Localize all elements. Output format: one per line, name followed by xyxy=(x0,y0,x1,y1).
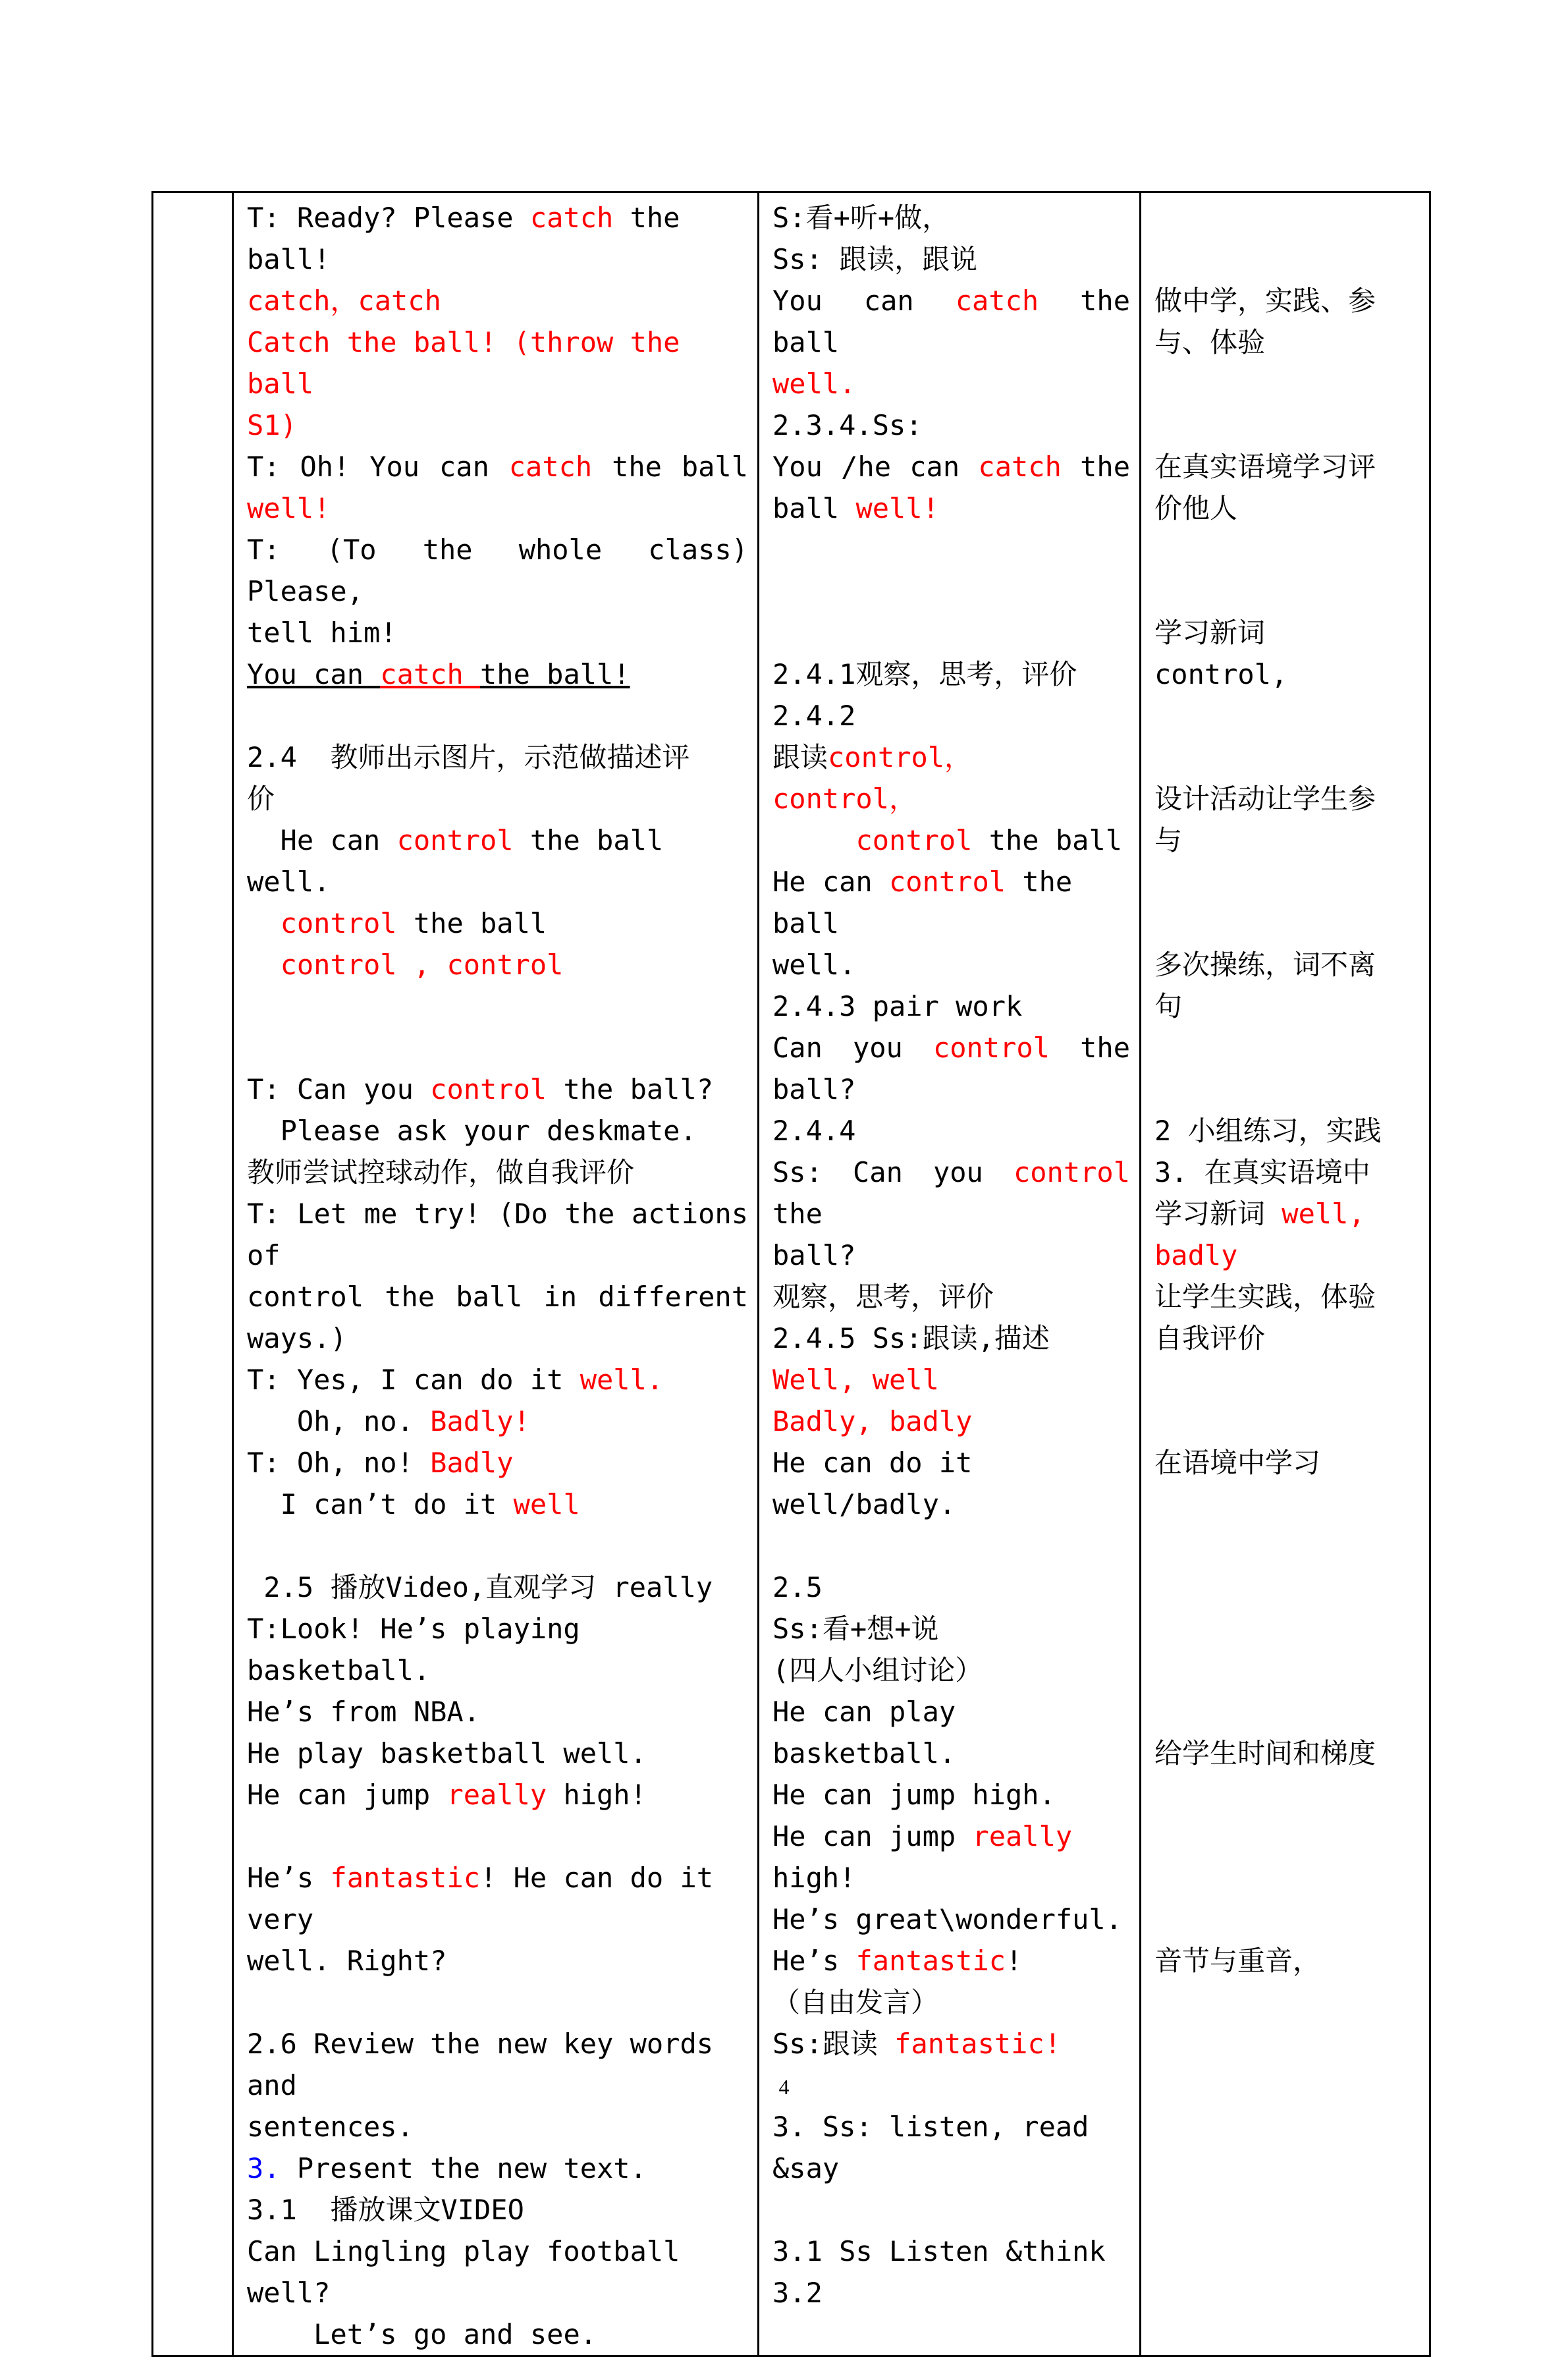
teacher-line xyxy=(247,404,748,446)
teacher-line xyxy=(247,2106,748,2148)
teacher-activity-text xyxy=(247,197,765,2355)
purpose-line xyxy=(1154,529,1420,570)
students-text-run: S:看+听+做， xyxy=(772,202,950,234)
purpose-text-run: 学习新词 xyxy=(1154,1198,1282,1230)
teacher-line xyxy=(247,1816,748,1857)
purpose-text-run: 设计活动让学生参 xyxy=(1154,783,1376,815)
teacher-line xyxy=(247,985,748,1027)
teacher-text-run: 3. xyxy=(247,2152,281,2184)
teacher-text-run: T: Ready? Please xyxy=(247,202,530,234)
teacher-line xyxy=(247,902,748,944)
students-text-run: He’s xyxy=(772,1945,856,1977)
purpose-line xyxy=(1154,363,1420,404)
design-purpose-text xyxy=(1154,197,1420,2023)
teacher-text-run: Catch the ball! (throw the ball xyxy=(247,326,697,400)
students-line xyxy=(772,944,1130,985)
teacher-text-run xyxy=(247,949,281,981)
students-text-run: Ss: Can you xyxy=(772,1156,1014,1188)
purpose-text-run: 音节与重音， xyxy=(1154,1945,1321,1977)
teacher-line xyxy=(247,1151,748,1193)
students-text-run: control xyxy=(1013,1156,1130,1188)
students-text-run: the xyxy=(1050,1032,1130,1064)
purpose-text-run: 做中学，实践、参 xyxy=(1154,285,1376,317)
teacher-text-run: 2.4 教师出示图片，示范做描述评 xyxy=(247,741,690,773)
teacher-text-run: T: Yes, I can do it xyxy=(247,1364,580,1396)
students-text-run: fantastic! xyxy=(894,2028,1062,2060)
students-text-run: He can do it well/badly. xyxy=(772,1447,989,1520)
teacher-text-run: 2.6 Review the new key words and xyxy=(247,2028,730,2101)
teacher-line xyxy=(247,446,748,487)
students-text-run: 2.4.4 xyxy=(772,1115,856,1147)
purpose-line xyxy=(1154,1525,1420,1567)
students-line xyxy=(772,1234,1130,1276)
teacher-text-run: ways.) xyxy=(247,1322,347,1354)
teacher-text-run: the ball well. xyxy=(247,824,680,898)
students-text-run: control xyxy=(933,1032,1050,1064)
students-text-run: Badly, badly xyxy=(772,1405,973,1437)
teacher-line xyxy=(247,1027,748,1068)
purpose-line xyxy=(1154,197,1420,238)
purpose-line xyxy=(1154,1276,1420,1317)
students-line xyxy=(772,1567,1130,1608)
purpose-text-run: 2 小组练习，实践 xyxy=(1154,1115,1382,1147)
students-text-run: ! xyxy=(1006,1945,1023,1977)
teacher-line xyxy=(247,197,748,280)
students-text-run: ball? xyxy=(772,1073,856,1105)
students-line xyxy=(772,2272,1130,2314)
students-line xyxy=(772,1691,1130,1774)
teacher-text-run: Please ask your deskmate. xyxy=(247,1115,697,1147)
purpose-text-run: 自我评价 xyxy=(1154,1322,1266,1354)
teacher-text-run: T:Look! He’s playing basketball. xyxy=(247,1613,597,1686)
purpose-line xyxy=(1154,985,1420,1027)
students-text-run: the xyxy=(772,1156,1147,1230)
students-text-run: 2.4.2 xyxy=(772,700,856,732)
teacher-line xyxy=(247,1359,748,1400)
students-line xyxy=(772,570,1130,612)
students-line xyxy=(772,2023,1130,2065)
teacher-line xyxy=(247,1317,748,1359)
students-text-run: Ss:看+想+说 xyxy=(772,1613,939,1645)
students-text-run: 观察，思考，评价 xyxy=(772,1281,994,1313)
purpose-line xyxy=(1154,1940,1420,1982)
purpose-line xyxy=(1154,238,1420,280)
students-text-run: the xyxy=(1061,451,1130,483)
teacher-text-run: control xyxy=(430,1073,547,1105)
teacher-line xyxy=(247,1774,748,1816)
teacher-text-run: Can Lingling play football well? xyxy=(247,2235,697,2309)
teacher-line xyxy=(247,1400,748,1442)
teacher-text-run: T: Oh! You can xyxy=(247,451,509,483)
students-line xyxy=(772,778,1130,819)
students-line xyxy=(772,446,1130,487)
students-line xyxy=(772,819,1130,861)
students-text-run: 2.4.5 Ss:跟读,描述 xyxy=(772,1322,1050,1354)
students-line xyxy=(772,2106,1130,2189)
teacher-line xyxy=(247,612,748,653)
students-line xyxy=(772,1027,1130,1068)
teacher-text-run: He can xyxy=(247,824,397,856)
students-line xyxy=(772,1400,1130,1442)
students-line xyxy=(772,736,1130,778)
purpose-text-run: 与、体验 xyxy=(1154,326,1266,358)
students-text-run: Well, well xyxy=(772,1364,939,1396)
students-line xyxy=(772,1650,1130,1691)
students-text-run: Can you xyxy=(772,1032,933,1064)
purpose-line xyxy=(1154,944,1420,985)
teacher-text-run: 2.5 播放Video,直观学习 really xyxy=(247,1571,713,1603)
purpose-text-run: badly xyxy=(1154,1239,1238,1271)
students-line xyxy=(772,1359,1130,1400)
purpose-line xyxy=(1154,1650,1420,1691)
teacher-line xyxy=(247,1110,748,1151)
students-line xyxy=(772,404,1130,446)
purpose-text-run: 给学生时间和梯度 xyxy=(1154,1737,1376,1769)
purpose-line xyxy=(1154,280,1420,321)
teacher-text-run: well! xyxy=(247,492,331,524)
teacher-line xyxy=(247,695,748,736)
purpose-line xyxy=(1154,1484,1420,1525)
students-text-run: really xyxy=(972,1820,1073,1852)
teacher-text-run: Oh, no. xyxy=(247,1405,431,1437)
students-line xyxy=(772,1442,1130,1525)
students-text-run: control， xyxy=(828,741,973,773)
students-text-run: high! xyxy=(772,1820,1089,1894)
students-line xyxy=(772,1525,1130,1567)
teacher-text-run: Present the new text. xyxy=(280,2152,647,2184)
purpose-line xyxy=(1154,1857,1420,1899)
teacher-text-run: He play basketball well. xyxy=(247,1737,647,1769)
students-text-run: the ball xyxy=(972,824,1123,856)
students-text-run: 3.1 Ss Listen &think xyxy=(772,2235,1106,2267)
students-text-run: 2.5 xyxy=(772,1571,823,1603)
teacher-line xyxy=(247,1068,748,1110)
teacher-text-run: high! xyxy=(547,1779,647,1811)
teacher-text-run: I can’t do it xyxy=(247,1488,514,1520)
students-text-run: fantastic xyxy=(855,1945,1006,1977)
students-text-run: catch xyxy=(978,451,1062,483)
purpose-line xyxy=(1154,1400,1420,1442)
teacher-text-run: the ball xyxy=(396,907,547,939)
teacher-line xyxy=(247,778,748,819)
students-line xyxy=(772,1774,1130,1816)
students-text-run: He can jump xyxy=(772,1820,973,1852)
students-text-run: You can xyxy=(772,285,956,317)
purpose-line xyxy=(1154,1193,1420,1234)
teacher-text-run: the ball! xyxy=(480,658,630,690)
teacher-text-run: 3.1 播放课文VIDEO xyxy=(247,2194,524,2226)
students-text-run: He can jump high. xyxy=(772,1779,1056,1811)
students-text-run: You /he can xyxy=(772,451,979,483)
purpose-text-run: 与 xyxy=(1154,824,1183,856)
purpose-line xyxy=(1154,1899,1420,1940)
purpose-line xyxy=(1154,778,1420,819)
students-text-run: 3. Ss: listen, read &say xyxy=(772,2111,1106,2184)
students-line xyxy=(772,529,1130,570)
teacher-text-run: He can jump xyxy=(247,1779,447,1811)
teacher-line xyxy=(247,736,748,778)
teacher-text-run: Badly xyxy=(430,1447,514,1479)
purpose-line xyxy=(1154,1442,1420,1484)
purpose-line xyxy=(1154,1317,1420,1359)
students-line xyxy=(772,695,1130,736)
purpose-line xyxy=(1154,653,1420,695)
students-line xyxy=(772,197,1130,238)
teacher-line xyxy=(247,819,748,902)
teacher-line xyxy=(247,487,748,529)
teacher-text-run: sentences. xyxy=(247,2111,414,2143)
purpose-line xyxy=(1154,1982,1420,2023)
purpose-line xyxy=(1154,612,1420,653)
students-text-run: （自由发言） xyxy=(772,1986,939,2018)
purpose-text-run: well, xyxy=(1282,1198,1365,1230)
teacher-line xyxy=(247,1484,748,1525)
teacher-text-run: control xyxy=(396,824,514,856)
teacher-text-run: really xyxy=(446,1779,547,1811)
teacher-text-run: the ball xyxy=(592,451,749,483)
teacher-text-run: catch xyxy=(508,451,593,483)
purpose-text-run: 多次操练，词不离 xyxy=(1154,949,1376,981)
purpose-text-run: 让学生实践，体验 xyxy=(1154,1281,1376,1313)
students-text-run: Ss: 跟读，跟说 xyxy=(772,243,978,275)
teacher-line xyxy=(247,653,748,695)
purpose-line xyxy=(1154,1816,1420,1857)
stage-column xyxy=(153,192,233,2356)
teacher-text-run: well xyxy=(513,1488,580,1520)
lesson-plan-table xyxy=(151,191,1431,2357)
students-text-run: well! xyxy=(855,492,939,524)
students-text-run: the ball xyxy=(772,285,1147,358)
students-line xyxy=(772,1068,1130,1110)
teacher-line xyxy=(247,280,748,321)
students-text-run: control xyxy=(889,866,1006,898)
purpose-line xyxy=(1154,1608,1420,1650)
purpose-line xyxy=(1154,819,1420,861)
purpose-line xyxy=(1154,404,1420,446)
students-line xyxy=(772,280,1147,363)
teacher-line xyxy=(247,2148,748,2189)
teacher-text-run: catch xyxy=(529,202,614,234)
teacher-text-run: catch，catch xyxy=(247,285,441,317)
teacher-line xyxy=(247,1733,748,1774)
students-text-run: 2.4.3 pair work xyxy=(772,990,1023,1022)
teacher-line xyxy=(247,1525,748,1567)
students-line xyxy=(772,985,1130,1027)
teacher-line xyxy=(247,2231,748,2314)
purpose-line xyxy=(1154,446,1420,487)
teacher-text-run: control xyxy=(280,907,397,939)
purpose-text-run: 在真实语境学习评 xyxy=(1154,451,1376,483)
students-text-run: the ball xyxy=(772,866,1089,939)
student-activity-text xyxy=(772,197,1147,2314)
teacher-line xyxy=(247,1940,748,1982)
purpose-line xyxy=(1154,1027,1420,1068)
students-text-run xyxy=(772,824,855,856)
purpose-line xyxy=(1154,321,1420,363)
teacher-text-run: You can xyxy=(247,658,381,690)
teacher-text-run: well. xyxy=(580,1364,664,1396)
students-line xyxy=(772,1940,1130,1982)
students-line xyxy=(772,1110,1130,1151)
teacher-line xyxy=(247,1276,748,1317)
students-line xyxy=(772,487,1130,529)
students-line xyxy=(772,1899,1130,1940)
purpose-line xyxy=(1154,570,1420,612)
students-text-run: He can xyxy=(772,866,890,898)
teacher-text-run xyxy=(247,907,281,939)
students-text-run: (四人小组讨论） xyxy=(772,1654,983,1686)
students-text-run: catch xyxy=(955,285,1039,317)
purpose-line xyxy=(1154,695,1420,736)
teacher-text-run: control , control xyxy=(280,949,564,981)
purpose-text-run: 句 xyxy=(1154,990,1183,1022)
student-activity-column xyxy=(759,192,1147,2356)
students-line xyxy=(772,1151,1147,1234)
teacher-text-run: T: Let me try! (Do the actions of xyxy=(247,1198,765,1271)
teacher-line xyxy=(247,529,765,612)
teacher-text-run: 教师尝试控球动作，做自我评价 xyxy=(247,1156,635,1188)
teacher-text-run: He’s from NBA. xyxy=(247,1696,481,1728)
teacher-text-run: catch xyxy=(380,658,481,690)
students-line xyxy=(772,363,1130,404)
teacher-line xyxy=(247,2189,748,2231)
purpose-text-run: 学习新词 xyxy=(1154,617,1266,649)
teacher-line xyxy=(247,2314,748,2355)
teacher-line xyxy=(247,1691,748,1733)
design-purpose-column xyxy=(1141,192,1430,2356)
students-text-run: He’s great\wonderful. xyxy=(772,1903,1123,1935)
purpose-text-run: control, xyxy=(1154,658,1288,690)
teacher-text-run: T: (To the whole class) Please, xyxy=(247,534,765,607)
students-line xyxy=(772,653,1130,695)
purpose-line xyxy=(1154,1774,1420,1816)
teacher-line xyxy=(247,944,748,985)
students-line xyxy=(772,2231,1130,2272)
purpose-text-run: 3. 在真实语境中 xyxy=(1154,1156,1370,1188)
table-row xyxy=(153,192,1430,2356)
students-text-run: 2.4.1观察，思考，评价 xyxy=(772,658,1077,690)
teacher-text-run: the ball? xyxy=(547,1073,714,1105)
page-number: 4 xyxy=(778,2075,790,2099)
teacher-text-run: He’s xyxy=(247,1862,331,1894)
purpose-line xyxy=(1154,487,1420,529)
teacher-text-run: ! He can do it very xyxy=(247,1862,730,1935)
purpose-line xyxy=(1154,861,1420,902)
purpose-line xyxy=(1154,736,1420,778)
students-line xyxy=(772,861,1130,944)
teacher-text-run: well. Right? xyxy=(247,1945,447,1977)
purpose-line xyxy=(1154,902,1420,944)
students-line xyxy=(772,1816,1130,1899)
students-text-run: ball? xyxy=(772,1239,856,1271)
teacher-text-run: tell him! xyxy=(247,617,397,649)
purpose-line xyxy=(1154,1567,1420,1608)
students-line xyxy=(772,1317,1130,1359)
teacher-text-run: fantastic xyxy=(330,1862,481,1894)
students-line xyxy=(772,238,1130,280)
teacher-text-run: S1) xyxy=(247,409,297,441)
students-line xyxy=(772,1276,1130,1317)
purpose-line xyxy=(1154,1691,1420,1733)
students-text-run: well. xyxy=(772,949,856,981)
teacher-line xyxy=(247,1982,748,2023)
teacher-activity-column xyxy=(233,192,765,2356)
teacher-text-run: T: Can you xyxy=(247,1073,431,1105)
teacher-text-run: the ball! xyxy=(247,202,697,275)
teacher-line xyxy=(247,1857,748,1940)
students-text-run: Ss:跟读 xyxy=(772,2028,895,2060)
students-text-run: ball xyxy=(772,492,856,524)
teacher-line xyxy=(247,1193,765,1276)
students-text-run: 跟读 xyxy=(772,741,828,773)
students-text-run: well. xyxy=(772,368,856,400)
purpose-line xyxy=(1154,1110,1420,1151)
students-line xyxy=(772,2189,1130,2231)
purpose-line xyxy=(1154,1151,1420,1193)
students-text-run: He can play basketball. xyxy=(772,1696,973,1769)
teacher-text-run: T: Oh, no! xyxy=(247,1447,431,1479)
students-text-run: control， xyxy=(772,783,917,815)
teacher-line xyxy=(247,1608,748,1691)
purpose-line xyxy=(1154,1359,1420,1400)
purpose-text-run: 在语境中学习 xyxy=(1154,1447,1321,1479)
teacher-text-run: Badly! xyxy=(430,1405,530,1437)
students-text-run: control xyxy=(855,824,973,856)
students-text-run: 2.3.4.Ss: xyxy=(772,409,923,441)
teacher-text-run: Let’s go and see. xyxy=(247,2318,597,2350)
teacher-line xyxy=(247,1567,748,1608)
teacher-text-run: 价 xyxy=(247,783,275,815)
students-line xyxy=(772,1608,1130,1650)
teacher-text-run: control the ball in different xyxy=(247,1281,748,1313)
purpose-line xyxy=(1154,1733,1420,1774)
purpose-line xyxy=(1154,1068,1420,1110)
students-line xyxy=(772,1982,1130,2023)
teacher-line xyxy=(247,1442,748,1484)
purpose-text-run: 价他人 xyxy=(1154,492,1238,524)
students-text-run: 3.2 xyxy=(772,2277,823,2309)
students-line xyxy=(772,612,1130,653)
purpose-line xyxy=(1154,1234,1420,1276)
teacher-line xyxy=(247,321,748,404)
